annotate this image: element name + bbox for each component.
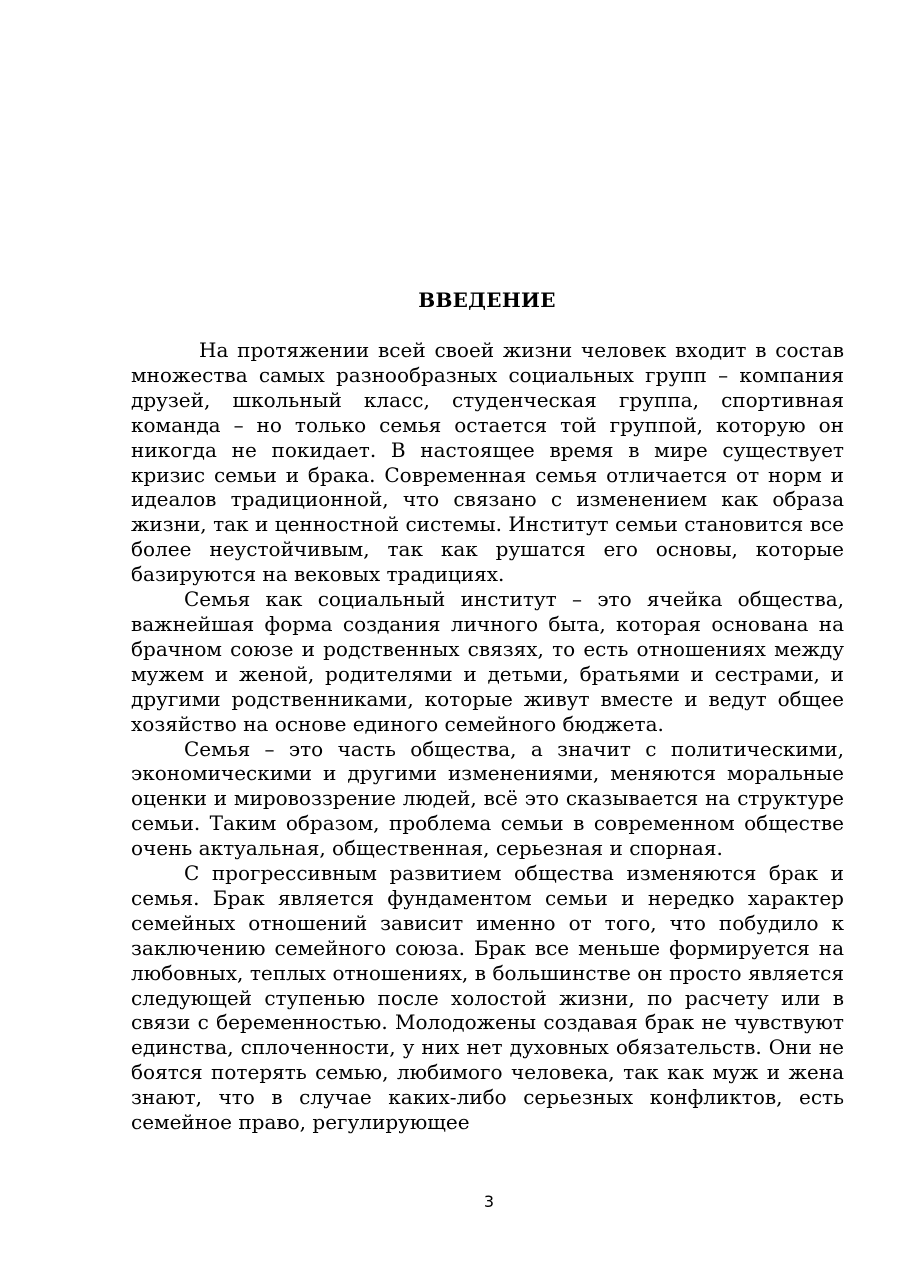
page-title: ВВЕДЕНИЕ: [418, 288, 556, 312]
paragraph-3: Семья – это часть общества, а значит с политическими, экономическими и другими изменениями, меняются моральные оценки и мировоззрение людей, всё это сказывается на структуре семьи. Таким образом, проблема семьи в современном обществе очень актуальная, общественная, серьезная и спорная.: [131, 736, 844, 861]
paragraph-2: Семья как социальный институт – это ячейка общества, важнейшая форма создания личного быта, которая основана на брачном союзе и родственных связях, то есть отношениях между мужем и женой, родителями и детьми, братьями и сестрами, и другими родственниками, которые живут вместе и ведут общее хозяйство на основе единого семейного бюджета.: [131, 587, 844, 736]
page-number: 3: [483, 1192, 495, 1211]
paragraph-4: С прогрессивным развитием общества изменяются брак и семья. Брак является фундаментом семьи и нередко характер семейных отношений зависит именно от того, что побудило к заключению семейного союза. Брак все меньше формируется на любовных, теплых отношениях, в большинстве он просто является следующей ступенью после холостой жизни, по расчету или в связи с беременностью. Молодожены создавая брак не чувствуют единства, сплоченности, у них нет духовных обязательств. Они не боятся потерять семью, любимого человека, так как муж и жена знают, что в случае каких-либо серьезных конфликтов, есть семейное право, регулирующее: [131, 861, 844, 1135]
body-text: [131, 338, 844, 1135]
paragraph-1: На протяжении всей своей жизни человек входит в состав множества самых разнообразных социальных групп – компания друзей, школьный класс, студенческая группа, спортивная команда – но только семья остается той группой, которую он никогда не покидает. В настоящее время в мире существует кризис семьи и брака. Современная семья отличается от норм и идеалов традиционной, что связано с изменением как образа жизни, так и ценностной системы. Институт семьи становится все более неустойчивым, так как рушатся его основы, которые базируются на вековых традициях.: [131, 338, 844, 587]
